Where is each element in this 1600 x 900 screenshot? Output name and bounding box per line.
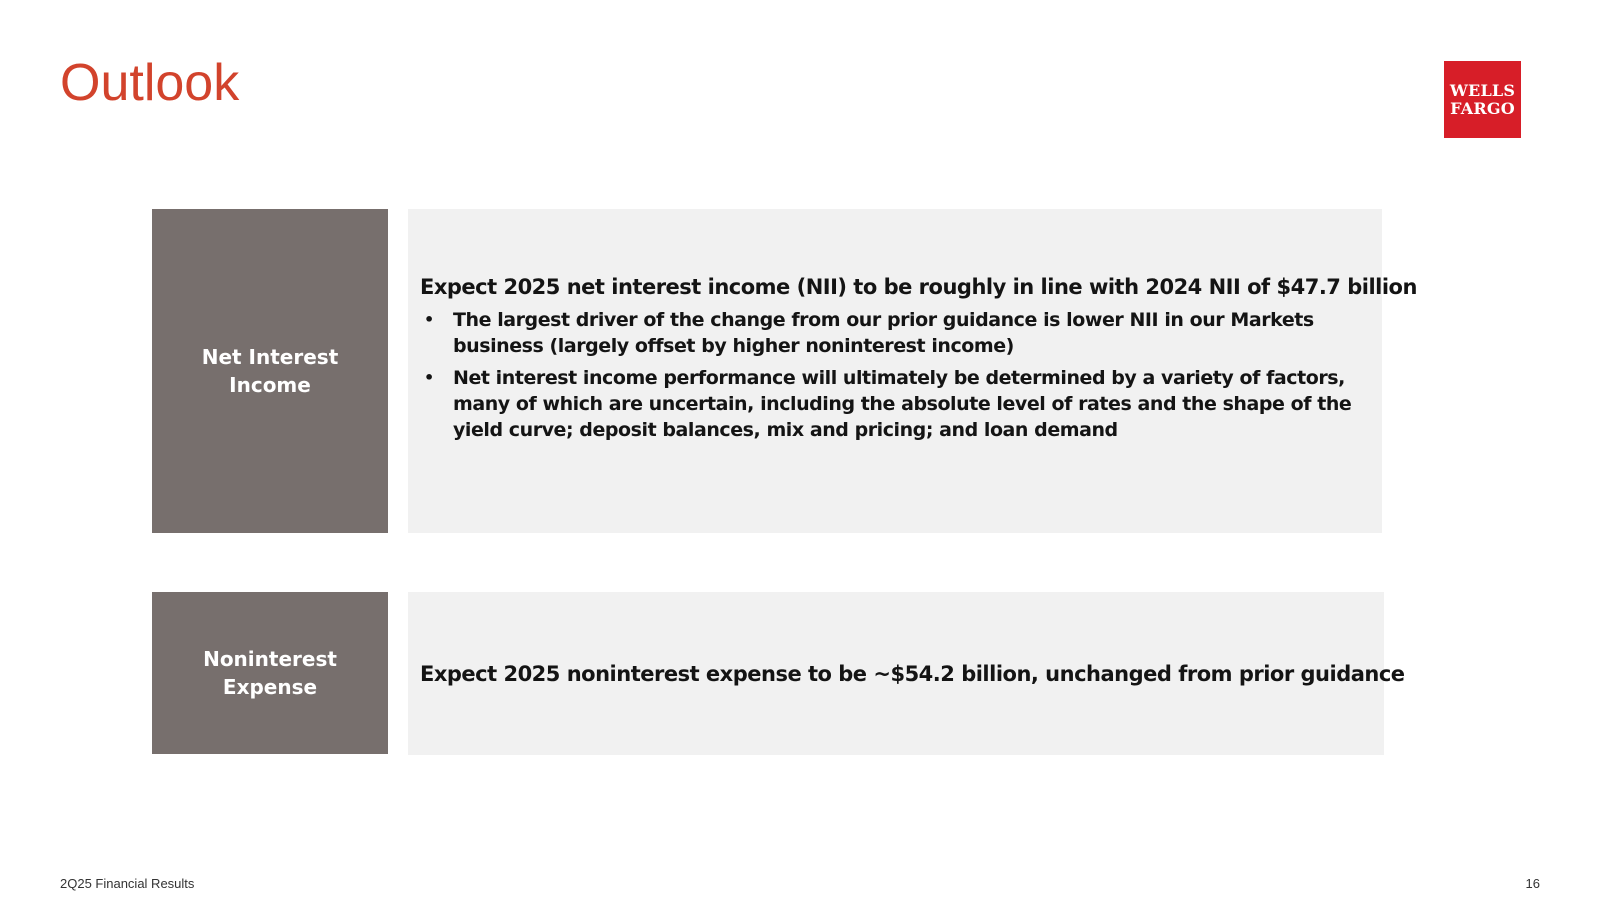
page-title: Outlook [60,54,240,112]
section-label: Noninterest Expense [203,647,337,699]
list-item [420,307,1370,359]
net-interest-income-content-box [408,209,1417,533]
noninterest-expense-content-box [408,592,1405,755]
footer-report-name: 2Q25 Financial Results [60,876,195,891]
bullet-dot-icon: • [424,310,434,329]
list-item [420,365,1370,443]
bullet-dot-icon: • [424,368,434,387]
logo-line-1: WELLS [1449,80,1516,100]
bullet-list [420,307,1370,443]
bullet-text: The largest driver of the change from our prior guidance is lower NII in our Markets business (largely offset by higher noninterest income) [453,309,1314,357]
section-headline: Expect 2025 net interest income (NII) to be roughly in line with 2024 NII of $47.7 billion [420,275,1417,299]
logo-line-2: FARGO [1450,98,1515,118]
section-label: Net Interest Income [201,345,339,397]
page-number: 16 [1525,876,1540,891]
noninterest-expense-label-box [152,592,388,754]
wells-fargo-logo [1444,61,1521,138]
bullet-text: Net interest income performance will ultimately be determined by a variety of factors, many of which are uncertain, including the absolute level of rates and the shape of the yield curve; deposit balances, mix and pricing; and loan demand [453,367,1352,441]
section-headline: Expect 2025 noninterest expense to be ~$54.2 billion, unchanged from prior guidance [420,661,1405,686]
net-interest-income-label-box [152,209,388,533]
